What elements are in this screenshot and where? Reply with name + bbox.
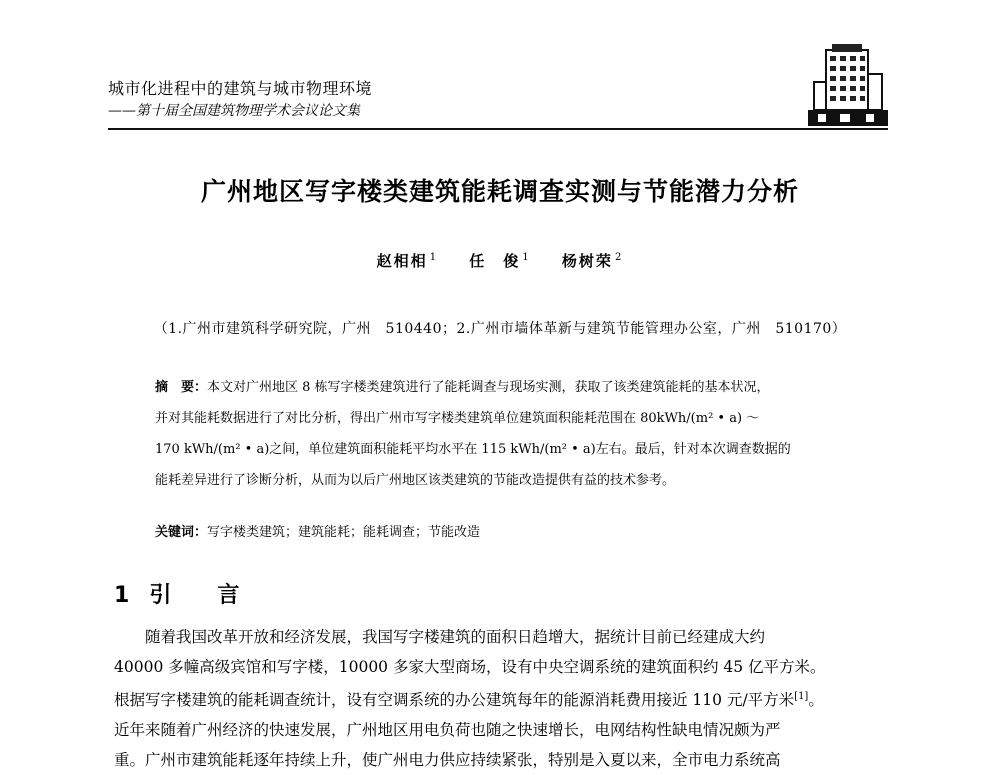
affiliations: （1.广州市建筑科学研究院，广州 510440；2.广州市墙体革新与建筑节能管理办公室，广州 510170） — [153, 321, 847, 337]
keywords-text: 写字楼类建筑；建筑能耗；能耗调查；节能改造 — [207, 525, 481, 540]
abstract-line: 170 kWh/(m² • a)之间，单位建筑面积能耗平均水平在 115 kWh/(m² • a)左右。最后，针对本次调查数据的 — [155, 442, 791, 457]
abstract-line: 能耗差异进行了诊断分析，从而为以后广州地区该类建筑的节能改造提供有益的技术参考。 — [155, 473, 676, 488]
abstract-line: 并对其能耗数据进行了对比分析，得出广州市写字楼类建筑单位建筑面积能耗范围在 80kWh/(m² • a) ～ — [155, 411, 760, 426]
section-title: 引 言 — [149, 583, 252, 608]
abstract-line: 摘 要：本文对广州地区 8 栋写字楼类建筑进行了能耗调查与现场实测，获取了该类建筑能耗的基本状况， — [155, 380, 770, 395]
citation-mark: [1] — [794, 691, 809, 702]
keywords-label: 关键词： — [155, 525, 208, 540]
author-list — [0, 250, 1000, 271]
body-line: 随着我国改革开放和经济发展，我国写字楼建筑的面积日趋增大，据统计目前已经建成大约 — [145, 628, 766, 646]
abstract — [155, 372, 875, 496]
author: 任 俊 $^1$ — [469, 252, 531, 270]
author: 赵相相 $^1$ — [376, 252, 439, 270]
body-paragraph — [114, 622, 904, 775]
body-line: 近年来随着广州经济的快速发展，广州地区用电负荷也随之快速增长，电网结构性缺电情况颇为严 — [114, 721, 781, 740]
keywords — [155, 521, 875, 540]
series-subtitle: ——第十届全国建筑物理学术会议论文集 — [108, 103, 360, 119]
body-line: 重。广州市建筑能耗逐年持续上升，使广州电力供应持续紧张，特别是入夏以来，全市电力系统高 — [114, 751, 781, 770]
section-heading — [114, 578, 251, 609]
series-title: 城市化进程中的建筑与城市物理环境 — [108, 79, 373, 98]
author: 杨树荣 $^2$ — [561, 252, 624, 270]
section-number: 1 — [114, 583, 130, 608]
body-line: 根据写字楼建筑的能耗调查统计，设有空调系统的办公建筑每年的能源消耗费用接近 110 元/平方米[1]。 — [114, 691, 824, 710]
abstract-label: 摘 要： — [155, 380, 208, 395]
building-logo-icon — [808, 44, 888, 126]
body-line: 40000 多幢高级宾馆和写字楼，10000 多家大型商场，设有中央空调系统的建筑面积约 45 亿平方米。 — [114, 658, 826, 676]
running-header — [108, 70, 888, 130]
paper-title: 广州地区写字楼类建筑能耗调查实测与节能潜力分析 — [200, 177, 799, 206]
